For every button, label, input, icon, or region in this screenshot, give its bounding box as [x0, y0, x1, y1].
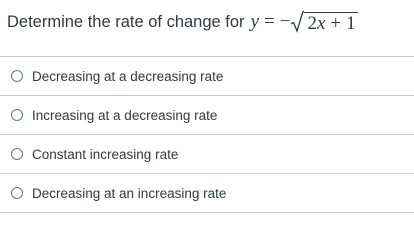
radio-button-unselected-icon[interactable] — [11, 109, 23, 121]
radio-button-unselected-icon[interactable] — [11, 148, 23, 160]
answer-option-1[interactable] — [0, 56, 414, 95]
question-prompt — [7, 9, 358, 35]
answer-option-3[interactable] — [0, 134, 414, 173]
equation — [251, 10, 358, 34]
radio-button-unselected-icon[interactable] — [11, 70, 23, 82]
answer-label[interactable]: Increasing at a decreasing rate — [32, 107, 218, 123]
radicand-coefficient: 2 — [307, 13, 317, 34]
equation-lhs: y — [250, 11, 259, 32]
answer-list — [0, 56, 414, 213]
radicand-constant: 1 — [346, 13, 356, 34]
plus-sign: + — [330, 13, 342, 34]
radio-button-unselected-icon[interactable] — [11, 187, 23, 199]
answer-label[interactable]: Constant increasing rate — [32, 146, 179, 162]
prompt-text: Determine the rate of change for — [7, 12, 245, 31]
answer-option-4[interactable] — [0, 173, 414, 213]
answer-option-2[interactable] — [0, 95, 414, 134]
square-root-icon — [290, 10, 304, 34]
square-root — [290, 10, 357, 34]
answer-label[interactable]: Decreasing at an increasing rate — [32, 185, 227, 201]
negative-sign: − — [279, 11, 291, 32]
equals-sign: = — [264, 11, 275, 32]
radicand-variable: x — [316, 13, 326, 34]
answer-label[interactable]: Decreasing at a decreasing rate — [32, 68, 224, 84]
radicand — [304, 12, 357, 34]
